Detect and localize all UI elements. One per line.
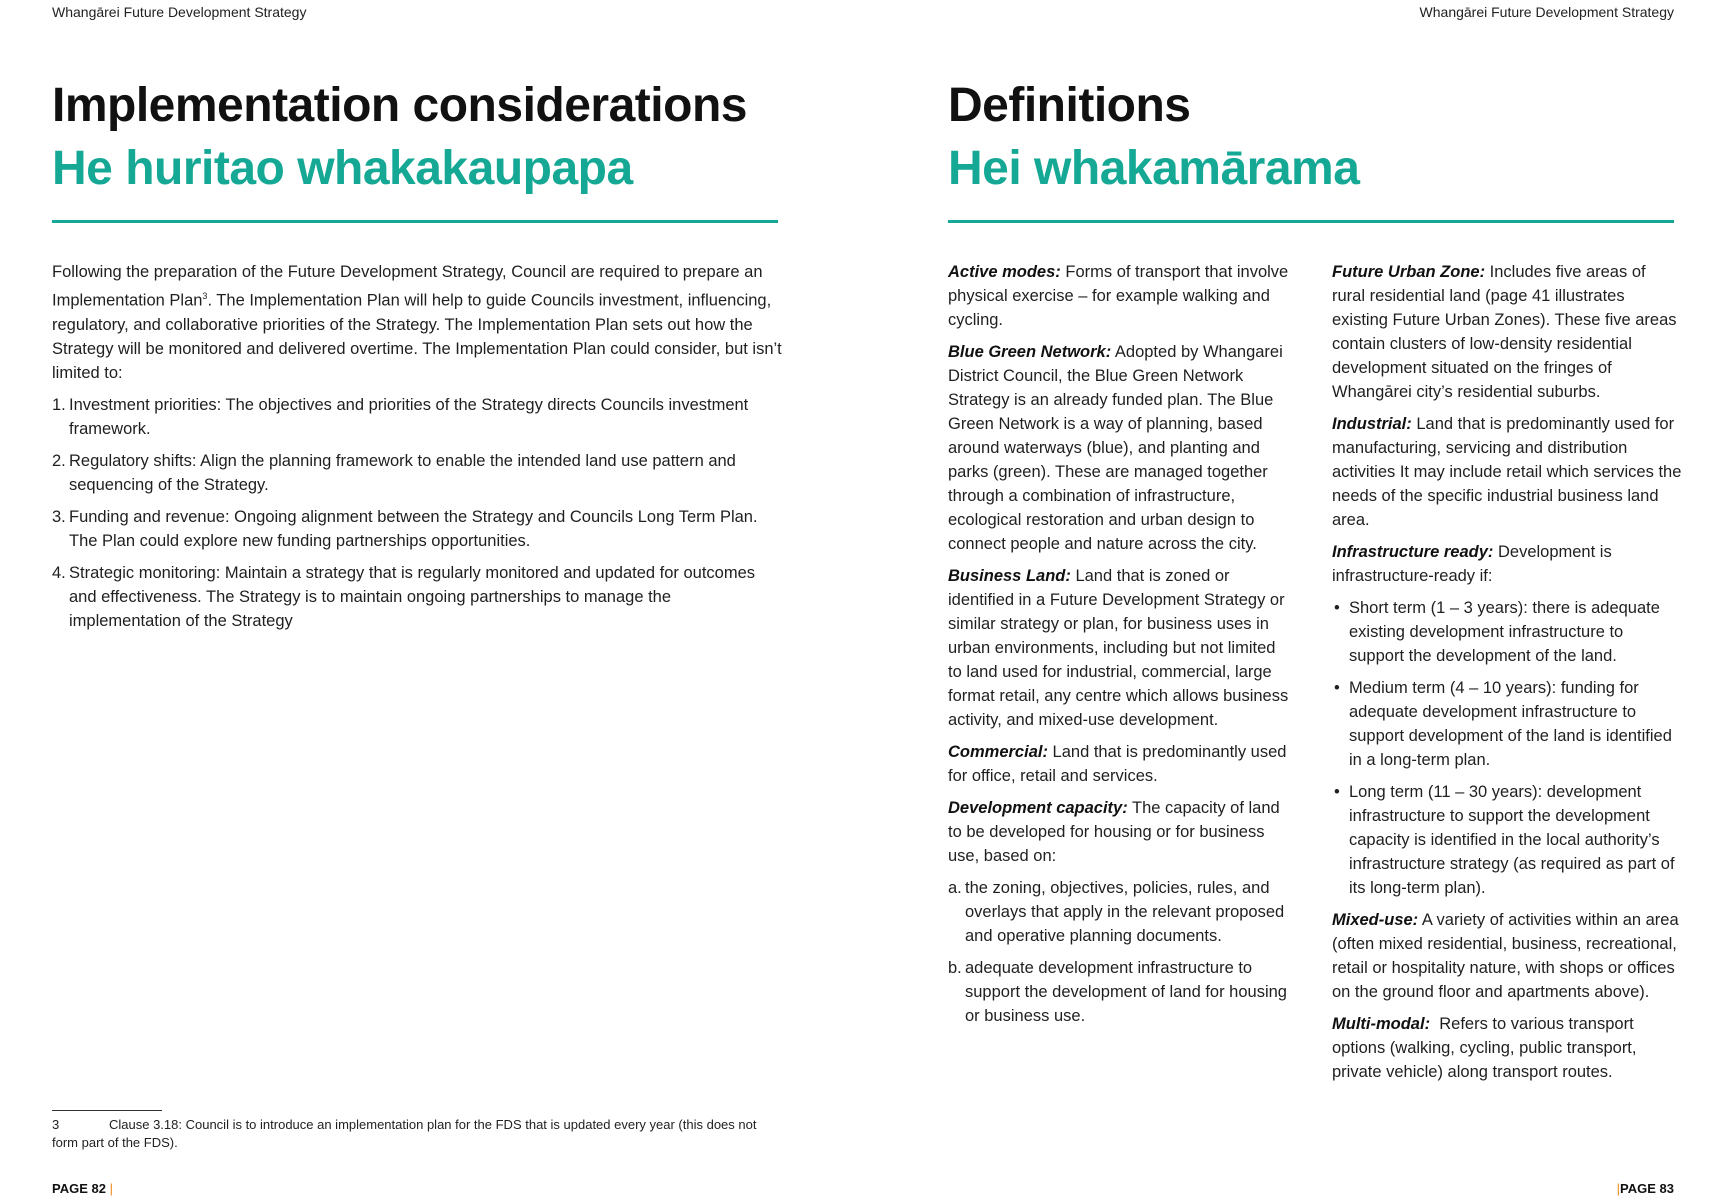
definition-business-land: Business Land: Land that is zoned or identified in a Future Development Strategy or similar strategy or plan, for business uses in urban environments, including but not limited to land used for industrial, commercial, large format retail, any centre which allows business activity, and mixed-use development. <box>948 567 1289 729</box>
definition-development-capacity: Development capacity: The capacity of land to be developed for housing or for business use, based on: <box>948 799 1280 865</box>
definition-mixed-use: Mixed-use: A variety of activities within an area (often mixed residential, business, recreational, retail or hospitality nature, with shops or offices on the ground floor and apartments above). <box>1332 911 1679 1001</box>
page-title: Definitions <box>948 79 1191 132</box>
definitions-column-1 <box>948 260 1293 1036</box>
definition-commercial: Commercial: Land that is predominantly used for office, retail and services. <box>948 743 1287 785</box>
list-item: • Short term (1 – 3 years): there is adequate existing development infrastructure to support the development of the land. <box>1332 596 1682 668</box>
footnote-reference[interactable]: 3 <box>202 291 208 301</box>
list-item: • Long term (11 – 30 years): development infrastructure to support the development capacity is identified in the local authority’s infrastructure strategy (as required as part of its long-term plan). <box>1332 780 1682 900</box>
footnote-divider <box>52 1110 162 1111</box>
bullet-icon: • <box>1334 783 1340 801</box>
list-item: 2. Regulatory shifts: Align the planning framework to enable the intended land use pattern and sequencing of the Strategy. <box>52 451 736 494</box>
bullet-icon: • <box>1334 599 1340 617</box>
list-item: 3. Funding and revenue: Ongoing alignment between the Strategy and Councils Long Term Plan. The Plan could explore new funding partnerships opportunities. <box>52 507 758 550</box>
page-title: Implementation considerations <box>52 79 747 132</box>
running-header: Whangārei Future Development Strategy <box>1419 4 1674 20</box>
development-capacity-list <box>948 876 1293 1028</box>
definition-blue-green-network: Blue Green Network: Adopted by Whangarei District Council, the Blue Green Network Strategy is an already funded plan. The Blue Green Network is a way of planning, based around waterways (blue), and planting and parks (green). These are managed together through a combination of infrastructure, ecological restoration and urban design to connect people and nature across the city. <box>948 343 1283 553</box>
page-subtitle-maori: He huritao whakakaupapa <box>52 142 633 195</box>
definition-active-modes: Active modes: Forms of transport that involve physical exercise – for example walking and cycling. <box>948 263 1289 329</box>
definition-infrastructure-ready: Infrastructure ready: Development is infrastructure-ready if: <box>1332 543 1612 585</box>
implementation-list <box>52 393 782 633</box>
title-divider <box>948 220 1674 223</box>
definition-future-urban-zone: Future Urban Zone: Includes five areas of rural residential land (page 41 illustrates existing Future Urban Zones). These five areas contain clusters of low-density residential development situated on the fringes of Whangārei city’s residential suburbs. <box>1332 263 1677 401</box>
right-page <box>858 0 1716 1194</box>
list-item: 1. Investment priorities: The objectives and priorities of the Strategy directs Councils investment framework. <box>52 395 749 438</box>
bullet-icon: • <box>1334 679 1340 697</box>
left-page <box>0 0 858 1194</box>
intro-paragraph: Following the preparation of the Future Development Strategy, Council are required to prepare an Implementation Plan$^3$. The Implementation Plan will help to guide Councils investment, influencing, regulatory, and collaborative priorities of the Strategy. The Implementation Plan sets out how the Strategy will be monitored and delivered overtime. The Implementation Plan could consider, but isn’t limited to: <box>52 263 782 382</box>
definitions-column-2 <box>1332 260 1682 1092</box>
title-divider <box>52 220 778 223</box>
definition-multi-modal: Multi-modal: Refers to various transport options (walking, cycling, public transport, private vehicle) along transport routes. <box>1332 1015 1642 1081</box>
page-number: PAGE 82 | <box>52 1181 113 1196</box>
running-header: Whangārei Future Development Strategy <box>52 4 307 20</box>
list-item: • Medium term (4 – 10 years): funding for adequate development infrastructure to support development of the land is identified in a long-term plan. <box>1332 676 1682 772</box>
implementation-content <box>52 260 782 641</box>
list-item: b. adequate development infrastructure to support the development of land for housing or business use. <box>948 959 1287 1025</box>
infrastructure-ready-list <box>1332 596 1682 900</box>
page-number: |PAGE 83 <box>1616 1181 1674 1196</box>
page-subtitle-maori: Hei whakamārama <box>948 142 1360 195</box>
footnote: 3 Clause 3.18: Council is to introduce an implementation plan for the FDS that is updated every year (this does not form part of the FDS). <box>52 1117 757 1150</box>
list-item: a. the zoning, objectives, policies, rules, and overlays that apply in the relevant proposed and operative planning documents. <box>948 879 1285 945</box>
definition-industrial: Industrial: Land that is predominantly used for manufacturing, servicing and distribution activities It may include retail which services the needs of the specific industrial business land area. <box>1332 415 1682 529</box>
list-item: 4. Strategic monitoring: Maintain a strategy that is regularly monitored and updated for outcomes and effectiveness. The Strategy is to maintain ongoing partnerships to manage the implementation of the Strategy <box>52 563 756 630</box>
